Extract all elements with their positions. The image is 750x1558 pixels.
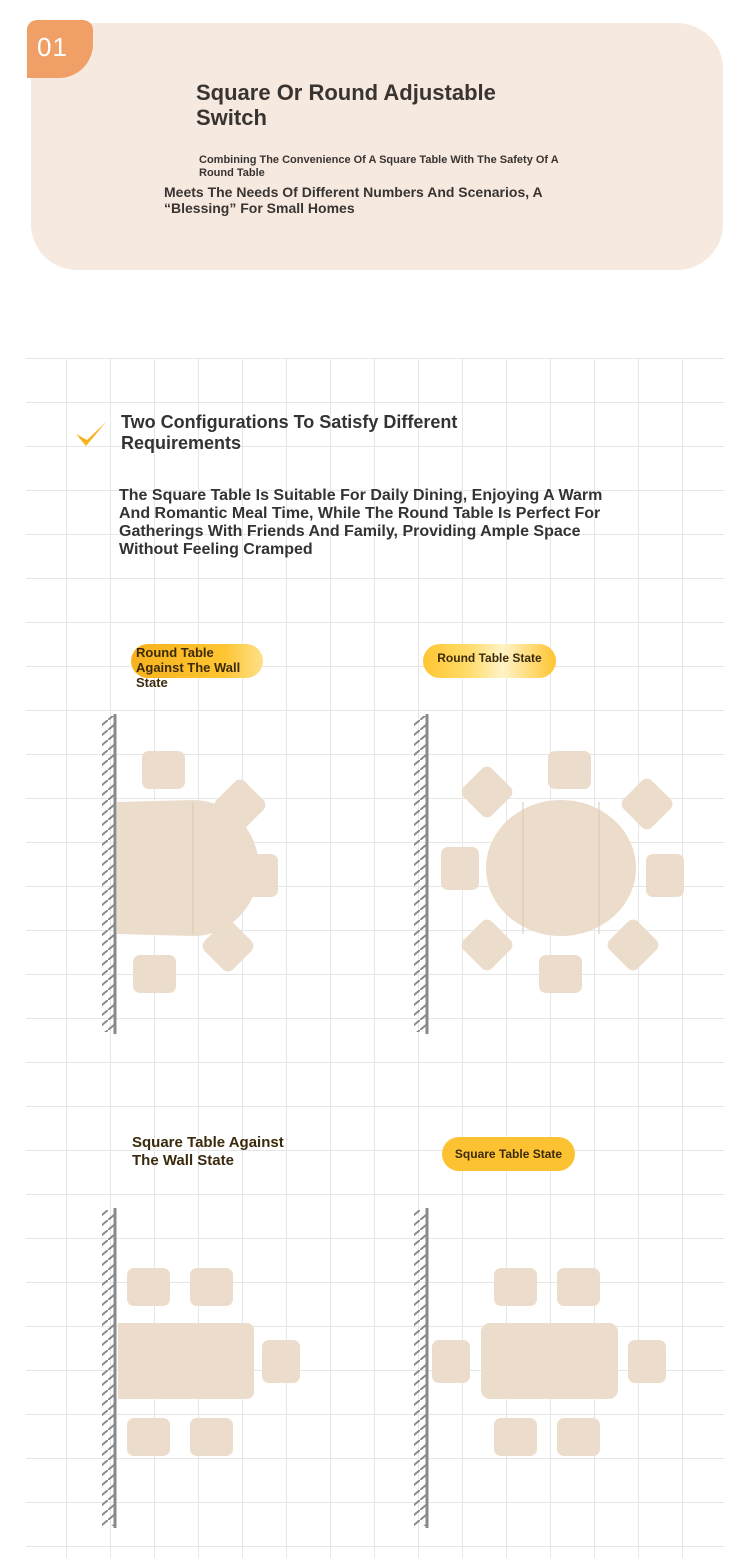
feature-subtitle: Combining The Convenience Of A Square Table With The Safety Of A Round Table [199,154,559,179]
round-table-diagram [441,751,684,993]
chair [240,854,278,897]
section-title: Two Configurations To Satisfy Different Requirements [121,412,458,453]
chair [142,751,185,789]
chair [262,1340,300,1383]
chair [494,1268,537,1306]
chair [127,1418,170,1456]
chair [190,1418,233,1456]
feature-title: Square Or Round Adjustable Switch [196,80,496,130]
chair [459,917,516,974]
feature-description: Meets The Needs Of Different Numbers And Scenarios, A “Blessing” For Small Homes [164,184,543,216]
chair [441,847,479,890]
round-table-wall-diagram [117,751,278,993]
chair [548,751,591,789]
table-shape [486,800,636,936]
chair [127,1268,170,1306]
chair [619,776,676,833]
chair [605,917,662,974]
square-table-wall-label: Square Table Against The Wall State [132,1134,284,1169]
chair [557,1418,600,1456]
chair [133,955,176,993]
table-shape [481,1323,618,1399]
chair [494,1418,537,1456]
wall-icon [414,1208,427,1528]
square-table-label: Square Table State [442,1137,575,1171]
chair [628,1340,666,1383]
round-table-label: Round Table State [423,644,556,678]
square-table-diagram [432,1268,666,1456]
feature-number-badge: 01 [27,20,93,78]
chair [539,955,582,993]
table-shape [118,1323,254,1399]
chair [557,1268,600,1306]
chair [459,764,516,821]
section-description: The Square Table Is Suitable For Daily Dining, Enjoying A Warm And Romantic Meal Time, While The Round Table Is Perfect For Gatherings With Friends And Family, Providing Ample Space Without Feeling Cramped [119,487,603,558]
chair [190,1268,233,1306]
chair [432,1340,470,1383]
wall-icon [102,1208,115,1528]
wall-icon [102,714,115,1034]
wall-icon [414,714,427,1034]
chair [646,854,684,897]
square-table-wall-diagram [118,1268,300,1456]
round-table-wall-label: Round Table Against The Wall State [131,644,263,678]
